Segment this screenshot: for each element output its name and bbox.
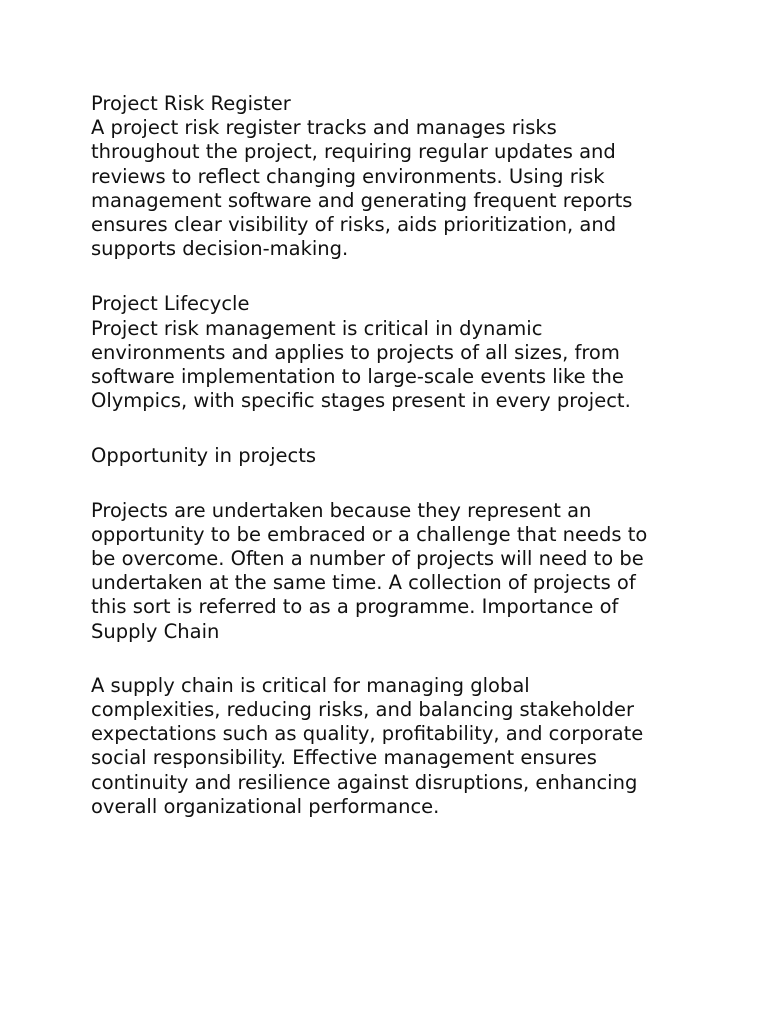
document-page: [91, 92, 691, 819]
paragraph-line: software implementation to large-scale events like the: [91, 365, 624, 389]
paragraph-line: management software and generating frequent reports: [91, 188, 633, 212]
paragraph-line: reviews to reflect changing environments. Using risk: [91, 164, 605, 188]
section-risk-register: [91, 92, 691, 261]
paragraph-spacer: [91, 413, 691, 444]
paragraph-line: this sort is referred to as a programme. Importance of: [91, 595, 619, 619]
paragraph-line: ensures clear visibility of risks, aids prioritization, and: [91, 213, 617, 237]
paragraph-line: expectations such as quality, profitability, and corporate: [91, 722, 644, 746]
paragraph-line: Projects are undertaken because they represent an: [91, 498, 592, 522]
paragraph-line: Project risk management is critical in dynamic: [91, 316, 543, 340]
paragraph-line: undertaken at the same time. A collection of projects of: [91, 571, 636, 595]
paragraph-line: complexities, reducing risks, and balancing stakeholder: [91, 698, 634, 722]
paragraph-line: environments and applies to projects of all sizes, from: [91, 340, 620, 364]
paragraph-line: throughout the project, requiring regular updates and: [91, 140, 616, 164]
section-heading: Project Risk Register: [91, 92, 291, 115]
paragraph-spacer: [91, 469, 691, 499]
paragraph-line: social responsibility. Effective management ensures: [91, 746, 597, 770]
paragraph-line: be overcome. Often a number of projects will need to be: [91, 547, 644, 571]
paragraph-line: A supply chain is critical for managing global: [91, 673, 530, 697]
section-supply-chain: [91, 674, 691, 819]
section-opportunity: [91, 444, 691, 643]
paragraph-line: overall organizational performance.: [91, 794, 440, 818]
paragraph-line: continuity and resilience against disruptions, enhancing: [91, 770, 638, 794]
section-project-lifecycle: [91, 292, 691, 413]
paragraph-line: supports decision-making.: [91, 237, 349, 261]
paragraph-line: Olympics, with specific stages present in every project.: [91, 389, 631, 413]
paragraph-line: opportunity to be embraced or a challenge that needs to: [91, 522, 648, 546]
section-heading: Opportunity in projects: [91, 444, 317, 468]
paragraph-spacer: [91, 261, 691, 292]
paragraph-spacer: [91, 644, 691, 674]
section-heading: Project Lifecycle: [91, 292, 250, 316]
paragraph-line: Supply Chain: [91, 619, 220, 643]
paragraph-line: A project risk register tracks and manages risks: [91, 116, 557, 140]
